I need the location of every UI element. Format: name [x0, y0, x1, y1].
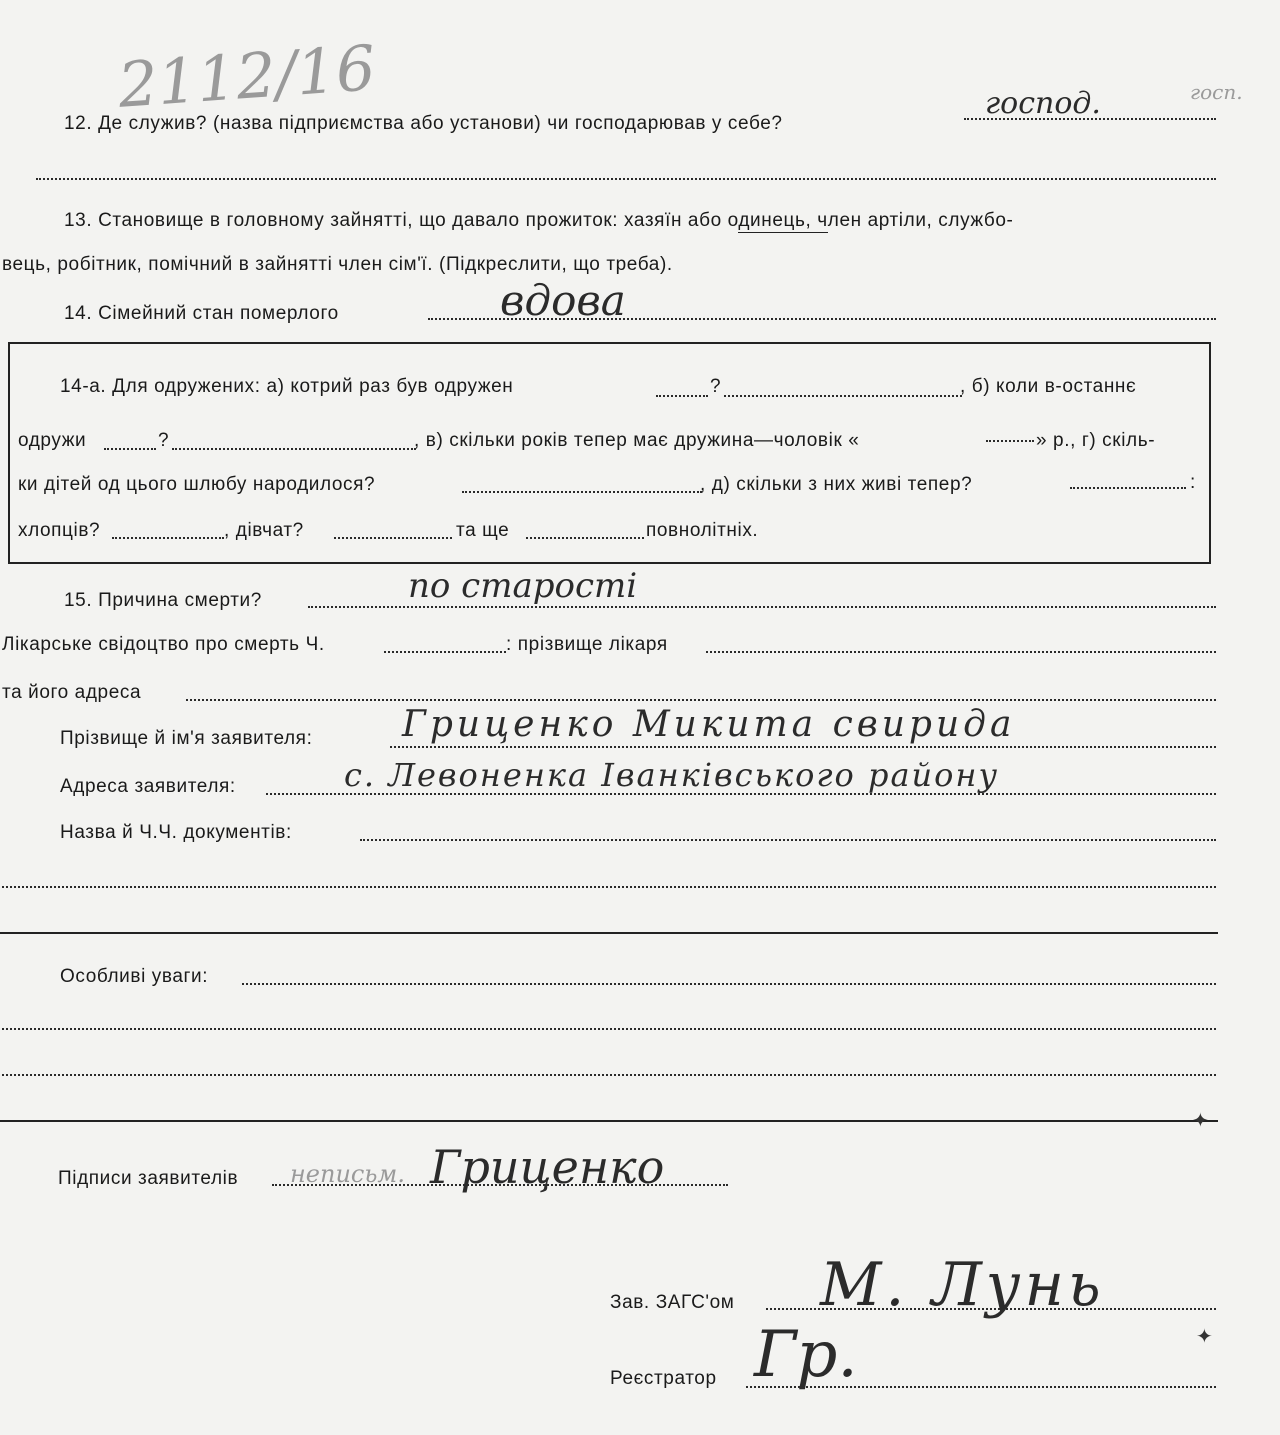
q14a-line4-dots3 [526, 537, 644, 539]
q13-line2: вець, робітник, помічний в зайнятті член сім'ї. (Підкреслити, що треба). [2, 254, 673, 275]
applicant-name-label: Прізвище й ім'я заявителя: [60, 728, 313, 749]
q15-answer: по старості [408, 566, 638, 606]
q14a-line3-dots2 [1070, 487, 1186, 489]
medical-address-line [186, 699, 1216, 701]
medical-number-line [384, 651, 506, 653]
applicant-address-label: Адреса заявителя: [60, 776, 236, 797]
q15-label: 15. Причина смерти? [64, 590, 262, 611]
notes-label: Особливі уваги: [60, 966, 209, 987]
q14a-line2-dots3 [986, 440, 1034, 442]
q14a-line1-dots2 [724, 395, 962, 397]
applicant-signature-label: Підписи заявителів [58, 1168, 239, 1189]
q14a-line2-dots1 [104, 448, 156, 450]
hole-punch-mark-2: ✦ [1196, 1326, 1213, 1348]
medical-doctor-line [706, 651, 1216, 653]
medical-label-c: та його адреса [2, 682, 142, 703]
section-divider-2 [0, 1120, 1218, 1122]
notes-line-3 [2, 1074, 1216, 1076]
q13-underline-hazyain [738, 232, 828, 233]
medical-label-b: : прізвище лікаря [506, 634, 668, 655]
q14a-line1-q: ? [710, 376, 722, 397]
q14-answer: вдова [500, 276, 626, 325]
q13-line1: 13. Становище в головному зайнятті, що давало прожиток: хазяїн або одинець, член артіли, службо- [64, 210, 1014, 231]
documents-line [360, 839, 1216, 841]
applicant-signature: Гриценко [430, 1140, 665, 1194]
documents-label: Назва й Ч.Ч. документів: [60, 822, 292, 843]
q14a-line4-b: , дівчат? [224, 520, 304, 541]
q14a-line1-a: 14-а. Для одружених: а) котрий раз був одружен [60, 376, 514, 397]
q14-label: 14. Сімейний стан померлого [64, 303, 339, 324]
zags-head-label: Зав. ЗАГС'ом [610, 1292, 735, 1313]
q12-answer-extra: госп. [1190, 80, 1243, 104]
section-divider-1 [0, 932, 1218, 934]
q14a-line3-a: ки дітей од цього шлюбу народилося? [18, 474, 376, 495]
q14a-line4-a: хлопців? [18, 520, 101, 541]
q12-continuation-line [36, 178, 1216, 180]
notes-line-2 [2, 1028, 1216, 1030]
q14a-line1-dots1 [656, 395, 708, 397]
q14a-line4-dots2 [334, 537, 452, 539]
documents-line-2 [2, 886, 1216, 888]
q12-answer: господ. [985, 86, 1101, 121]
q14a-line2-a: одружи [18, 430, 87, 451]
q14a-line2-dots2 [172, 448, 416, 450]
hole-punch-mark-1: ✦ [1192, 1110, 1209, 1132]
q14a-line4-c: та ще [456, 520, 510, 541]
applicant-address-value: с. Левоненка Іванківського району [344, 756, 1000, 794]
applicant-name-value: Гриценко Микита свирида [402, 704, 1016, 745]
q14a-line4-dots1 [112, 537, 224, 539]
q15-answer-line [308, 606, 1216, 608]
notes-line-1 [242, 983, 1216, 985]
registrar-signature: Гр. [754, 1318, 858, 1392]
applicant-name-line [390, 746, 1216, 748]
zags-head-signature: М. Лунь [820, 1250, 1105, 1320]
registrar-label: Реєстратор [610, 1368, 717, 1389]
q14a-line4-d: повнолітніх. [646, 520, 759, 541]
q14a-line2-q: ? [158, 430, 170, 451]
q14a-line2-c: » р., г) скіль- [1036, 430, 1156, 451]
record-number-handwritten: 2112/16 [115, 31, 378, 122]
q12-label: 12. Де служив? (назва підприємства або установи) чи господарював у себе? [64, 113, 783, 134]
q14a-line3-dots1 [462, 491, 702, 493]
q14a-line3-b: , д) скільки з них живі тепер? [700, 474, 973, 495]
q14a-line3-c: : [1190, 472, 1196, 493]
q14a-line1-b: , б) коли в-останнє [960, 376, 1137, 397]
q14a-line2-b: , в) скільки років тепер має дружина—чоловік « [414, 430, 860, 451]
medical-label-a: Лікарське свідоцтво про смерть Ч. [2, 634, 325, 655]
applicant-signature-faint: неписьм. [290, 1160, 405, 1188]
